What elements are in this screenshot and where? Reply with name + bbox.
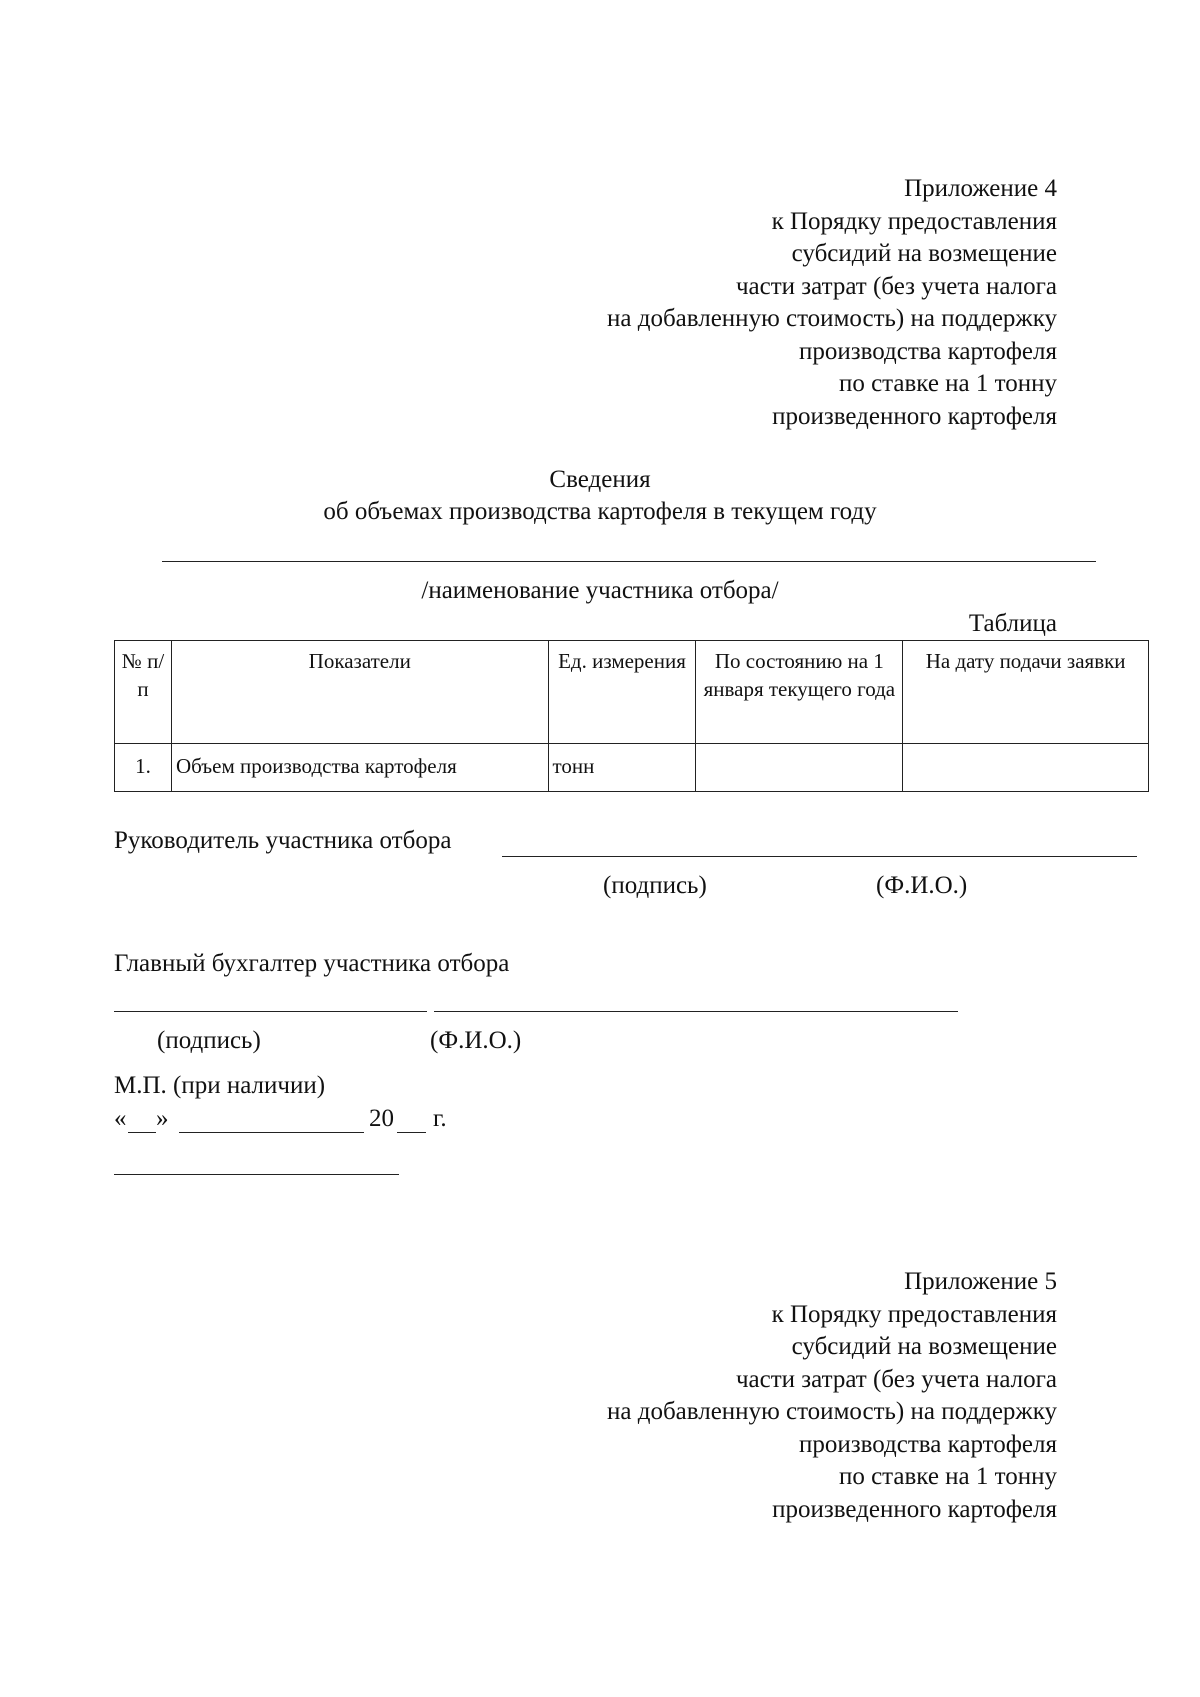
table-header-cell: № п/п xyxy=(115,641,172,744)
appendix-4-line: произведенного картофеля xyxy=(772,402,1057,430)
appendix-4-line: субсидий на возмещение xyxy=(791,240,1057,267)
appendix-4-line: на добавленную стоимость) на поддержку xyxy=(607,305,1057,332)
data-table xyxy=(114,640,1149,792)
head-fio-caption: (Ф.И.О.) xyxy=(876,872,968,899)
table-header-cell: Показатели xyxy=(171,641,548,744)
document-title: Сведения xyxy=(549,466,651,493)
table-header-cell: Ед. измерения xyxy=(548,641,696,744)
stamp-note: М.П. (при наличии) xyxy=(114,1072,326,1099)
accountant-signature-line xyxy=(114,1011,427,1012)
accountant-fio-caption: (Ф.И.О.) xyxy=(430,1027,522,1054)
appendix-5-line: субсидий на возмещение xyxy=(791,1333,1057,1360)
date-month-line xyxy=(179,1132,364,1133)
table-header-cell: По состоянию на 1 января текущего года xyxy=(696,641,903,744)
appendix-5-line: производства картофеля xyxy=(798,1430,1057,1458)
table-label: Таблица xyxy=(968,610,1057,637)
table-cell: тонн xyxy=(548,744,696,792)
participant-name-line xyxy=(162,561,1096,562)
head-label: Руководитель участника отбора xyxy=(114,827,452,854)
appendix-5-line: Приложение 5 xyxy=(904,1268,1057,1295)
table-cell xyxy=(696,744,903,792)
appendix-4-line: производства картофеля xyxy=(798,337,1057,365)
table-cell: Объем производства картофеля xyxy=(171,744,548,792)
table-cell xyxy=(903,744,1149,792)
table-cell: 1. xyxy=(115,744,172,792)
appendix-5-line: по ставке на 1 тонну xyxy=(838,1463,1057,1490)
appendix-5-header xyxy=(607,1266,1057,1526)
accountant-label: Главный бухгалтер участника отбора xyxy=(114,950,510,977)
date-year-line xyxy=(397,1132,426,1133)
appendix-4-line: Приложение 4 xyxy=(904,175,1057,202)
appendix-5-line: произведенного картофеля xyxy=(772,1495,1057,1523)
date-open-quote: « xyxy=(114,1105,127,1132)
accountant-sign-caption: (подпись) xyxy=(157,1027,261,1054)
table-row xyxy=(115,744,1149,792)
date-close-quote: » xyxy=(156,1105,169,1132)
head-sign-caption: (подпись) xyxy=(603,872,707,899)
date-day-line xyxy=(128,1132,156,1133)
document-subtitle: об объемах производства картофеля в текущем году xyxy=(323,498,877,525)
appendix-4-line: части затрат (без учета налога xyxy=(735,272,1057,300)
appendix-4-line: к Порядку предоставления xyxy=(771,207,1057,235)
participant-caption: /наименование участника отбора/ xyxy=(421,577,779,604)
appendix-4-header xyxy=(607,173,1057,433)
appendix-5-line: на добавленную стоимость) на поддержку xyxy=(607,1398,1057,1425)
appendix-4-line: по ставке на 1 тонну xyxy=(838,370,1057,397)
separator-line xyxy=(114,1174,399,1175)
table-header-cell: На дату подачи заявки xyxy=(903,641,1149,744)
appendix-5-line: части затрат (без учета налога xyxy=(735,1365,1057,1393)
appendix-5-line: к Порядку предоставления xyxy=(771,1300,1057,1328)
head-signature-line xyxy=(502,856,1137,857)
table-header-row xyxy=(115,641,1149,744)
accountant-fio-line xyxy=(434,1011,958,1012)
date-year-suffix: г. xyxy=(433,1105,447,1132)
date-year-prefix: 20 xyxy=(369,1105,394,1132)
